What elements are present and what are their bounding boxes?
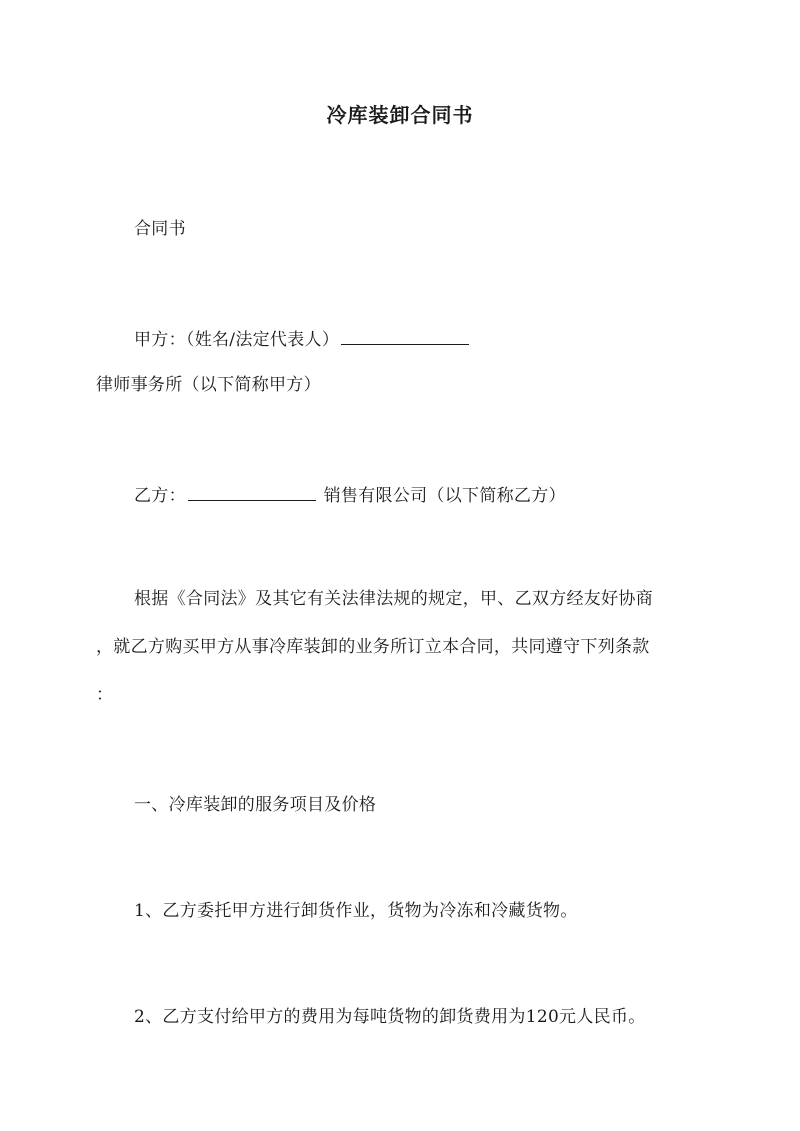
- document-title: 冷库装卸合同书: [326, 103, 474, 127]
- party-a-line: [134, 328, 471, 351]
- party-a-name-blank: [341, 328, 469, 345]
- party-a-label: 甲方：（姓名/法定代表人）: [134, 330, 340, 350]
- party-b-label: 乙方：: [134, 486, 186, 506]
- preamble-line-1: 根据《合同法》及其它有关法律法规的规定，甲、乙双方经友好协商: [134, 589, 653, 609]
- party-b-suffix: 销售有限公司（以下简称乙方）: [323, 486, 566, 506]
- contract-heading: 合同书: [134, 219, 186, 239]
- section-1-item-2: 2、乙方支付给甲方的费用为每吨货物的卸货费用为120元人民币。: [134, 1007, 646, 1027]
- preamble-line-3: ：: [96, 685, 114, 705]
- section-1-heading: 一、冷库装卸的服务项目及价格: [134, 795, 377, 815]
- party-b-line: [134, 484, 566, 507]
- preamble-line-2: ，就乙方购买甲方从事冷库装卸的业务所订立本合同，共同遵守下列条款: [96, 637, 650, 657]
- party-b-name-blank: [188, 484, 316, 501]
- section-1-item-1: 1、乙方委托甲方进行卸货作业，货物为冷冻和冷藏货物。: [134, 901, 578, 921]
- party-a-suffix: 律师事务所（以下简称甲方）: [96, 375, 321, 395]
